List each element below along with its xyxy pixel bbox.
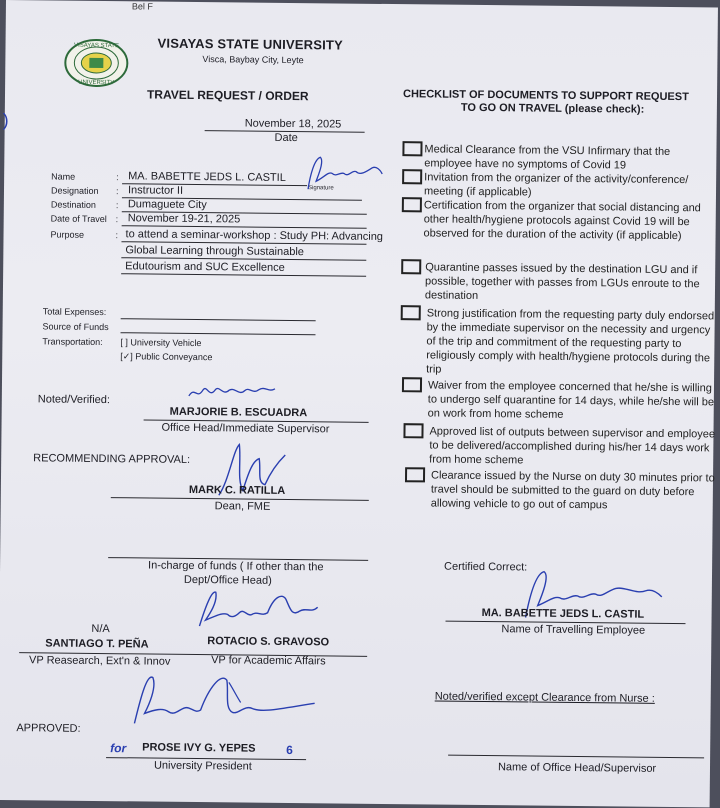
checklist-item-6: Waiver from the employee concerned that he/she is willing to undergo self quarantine for 14 days, while he/she will be on work from home scheme <box>427 379 715 421</box>
date-label: Date <box>274 131 298 145</box>
checklist-checkbox[interactable] <box>401 305 421 320</box>
checklist-item-8: Clearance issued by the Nurse on duty 30 minutes prior to travel should be submitted to the guard on duty before allowing vehicle to go out of campus <box>430 469 715 512</box>
svg-text:UNIVERSITY: UNIVERSITY <box>78 79 115 87</box>
destination-label: Destination <box>50 199 96 210</box>
approved-label: APPROVED: <box>16 722 81 735</box>
date-of-travel-label: Date of Travel <box>50 213 107 225</box>
purpose-line-2: Global Learning through Sustainable <box>125 244 305 259</box>
university-address: Visca, Baybay City, Leyte <box>202 54 304 66</box>
university-name: VISAYAS STATE UNIVERSITY <box>157 35 344 53</box>
employee-name-certified: MA. BABETTE JEDS L. CASTIL <box>481 607 645 621</box>
in-charge-funds-label-1: In-charge of funds ( If other than the <box>148 559 324 574</box>
checklist-item-3: Certification from the organizer that social distancing and other health/hygiene protocols against Covid 19 will be observed for the duration of the activity (if applicable) <box>423 199 701 243</box>
supervisor-signature <box>187 380 277 405</box>
purpose-line-3: Edutourism and SUC Excellence <box>125 260 285 274</box>
supervisor-name: MARJORIE B. ESCUADRA <box>169 405 308 420</box>
name-value: MA. BABETTE JEDS L. CASTIL <box>128 170 286 184</box>
source-of-funds-label: Source of Funds <box>42 321 109 333</box>
noted-except-nurse-label: Noted/verified except Clearance from Nurse : <box>434 690 655 705</box>
president-name: PROSE IVY G. YEPES <box>142 741 256 755</box>
supervisor-title: Office Head/Immediate Supervisor <box>161 421 330 436</box>
checklist-title-1: CHECKLIST OF DOCUMENTS TO SUPPORT REQUEST <box>402 88 689 104</box>
total-expenses-label: Total Expenses: <box>42 306 107 318</box>
noted-verified-label: Noted/Verified: <box>37 393 111 407</box>
checklist-title-2: TO GO ON TRAVEL (please check): <box>460 101 645 116</box>
checklist-checkbox[interactable] <box>402 377 422 392</box>
checklist-checkbox[interactable] <box>402 141 422 156</box>
president-signature <box>128 667 319 733</box>
designation-label: Designation <box>50 185 99 196</box>
signature-label: Signature <box>308 185 334 192</box>
checklist-item-4: Quarantine passes issued by the destination LGU and if possible, together with passes from LGUs enroute to the destination <box>424 261 700 302</box>
checklist-item-7: Approved list of outputs between supervisor and employee to be delivered/accomplished during his/her 14 days work from home scheme <box>429 425 716 467</box>
for-annotation: for <box>110 741 127 756</box>
checklist-checkbox[interactable] <box>401 259 421 274</box>
top-scrap-text: Bel F <box>131 1 154 12</box>
certified-correct-label: Certified Correct: <box>444 560 528 574</box>
recommending-approval-label: RECOMMENDING APPROVAL: <box>33 452 191 466</box>
dean-title: Dean, FME <box>214 500 271 513</box>
office-head-supervisor-label: Name of Office Head/Supervisor <box>497 761 657 775</box>
president-signature-mark: 6 <box>286 742 293 758</box>
employee-title: Name of Travelling Employee <box>501 623 646 637</box>
svg-text:VISAYAS STATE: VISAYAS STATE <box>74 42 120 50</box>
university-seal-logo <box>63 38 130 89</box>
in-charge-funds-label-2: Dept/Office Head) <box>183 573 272 587</box>
designation-value: Instructor II <box>127 184 184 197</box>
form-title: TRAVEL REQUEST / ORDER <box>146 87 309 104</box>
checklist-item-5: Strong justification from the requesting party duly endorsed by the immediate supervisor on the necessity and urgency of the trip and commitment of the requesting party to religiously comply with health/hygiene protocols during the trip <box>426 307 715 376</box>
date-value: November 18, 2025 <box>244 117 342 131</box>
name-label: Name <box>51 171 76 182</box>
transport-option-university: [ ] University Vehicle <box>120 337 202 349</box>
vp-academic-signature <box>191 586 321 635</box>
vp-research-name: SANTIAGO T. PEÑA <box>45 637 149 651</box>
president-title: University President <box>153 759 252 773</box>
document-page: Bel F VISAYAS STATE UNIVERSITY VISAYAS STATE UNIVERSITY Visca, Baybay City, Leyte TRAVEL REQUEST / ORDER CHECKLIST OF DOCUMENTS TO SUPPORT REQUEST TO GO ON TRAVEL (please check): November 18, 2025 Date Name : MA. BABETTE JEDS L. CASTIL Signature Designation : Instructor II Destination : Dumaguete City Date of Travel : November 19-21, 2025 Purpose : to attend a seminar-workshop : Study PH: Advancing Global Learning through Sustainable Edutourism and SUC Excellence Total Expenses: Source of Funds Transportation: [ ] University Vehicle [✓] Public Conveyance Noted/Verified: MARJORIE B. ESCUADRA Office Head/Immediate Supervisor RECOMMENDING APPROVAL: MARK C. RATILLA Dean, FME In-charge of funds ( If other than the Dept/Office Head) N/A SANTIAGO T. PEÑA ROTACIO S. GRAVOSO VP Reasearch, Ext'n & Innov VP for Academic Affairs APPROVED: for PROSE IVY G. YEPES 6 University President Medical Clearance from the VSU Infirmary that the employee have no symptoms of Covid 19 Invitation from the organizer of the activity/conference/ meeting (if applicable) Certification from the organizer that social distancing and other health/hygiene protocols against Covid 19 will be observed for the duration of the activity (if applicable) Quarantine passes issued by the destination LGU and if possible, together with passes from LGUs enroute to the destination Strong justification from the requesting party duly endorsed by the immediate supervisor on the necessity and urgency of the trip and commitment of the requesting party to religiously comply with health/hygiene protocols during the trip Waiver from the employee concerned that he/she is willing to undergo self quarantine for 14 days, while he/she will be on work from home scheme Approved list of outputs between supervisor and employee to be delivered/accomplished during his/her 14 days work from home scheme Clearance issued by the Nurse on duty 30 minutes prior to travel should be submitted to the guard on duty before allowing vehicle to go out of campus Certified Correct: MA. BABETTE JEDS L. CASTIL Name of Travelling Employee Noted/verified except Clearance from Nurse : Name of Office Head/Supervisor ) <box>0 0 718 807</box>
vp-academic-name: ROTACIO S. GRAVOSO <box>207 635 330 649</box>
purpose-label: Purpose <box>50 229 85 240</box>
checklist-checkbox[interactable] <box>402 197 422 212</box>
transport-option-public: [✓] Public Conveyance <box>120 351 213 363</box>
vp-research-title: VP Reasearch, Ext'n & Innov <box>29 654 171 668</box>
checklist-checkbox[interactable] <box>402 169 422 184</box>
date-of-travel-value: November 19-21, 2025 <box>127 212 241 226</box>
checklist-checkbox[interactable] <box>403 423 423 438</box>
margin-mark: ) <box>2 109 9 131</box>
employee-signature-top <box>294 151 384 194</box>
destination-value: Dumaguete City <box>127 198 207 212</box>
checklist-item-2: Invitation from the organizer of the activity/conference/ meeting (if applicable) <box>423 171 689 199</box>
dean-name: MARK C. RATILLA <box>188 483 286 497</box>
checklist-checkbox[interactable] <box>405 467 425 482</box>
purpose-line-1: to attend a seminar-workshop : Study PH: Advancing <box>125 228 384 243</box>
na-text: N/A <box>91 622 110 636</box>
transportation-label: Transportation: <box>42 336 103 348</box>
vp-academic-title: VP for Academic Affairs <box>211 654 326 668</box>
checklist-item-1: Medical Clearance from the VSU Infirmary that the employee have no symptoms of Covid 19 <box>424 143 671 172</box>
